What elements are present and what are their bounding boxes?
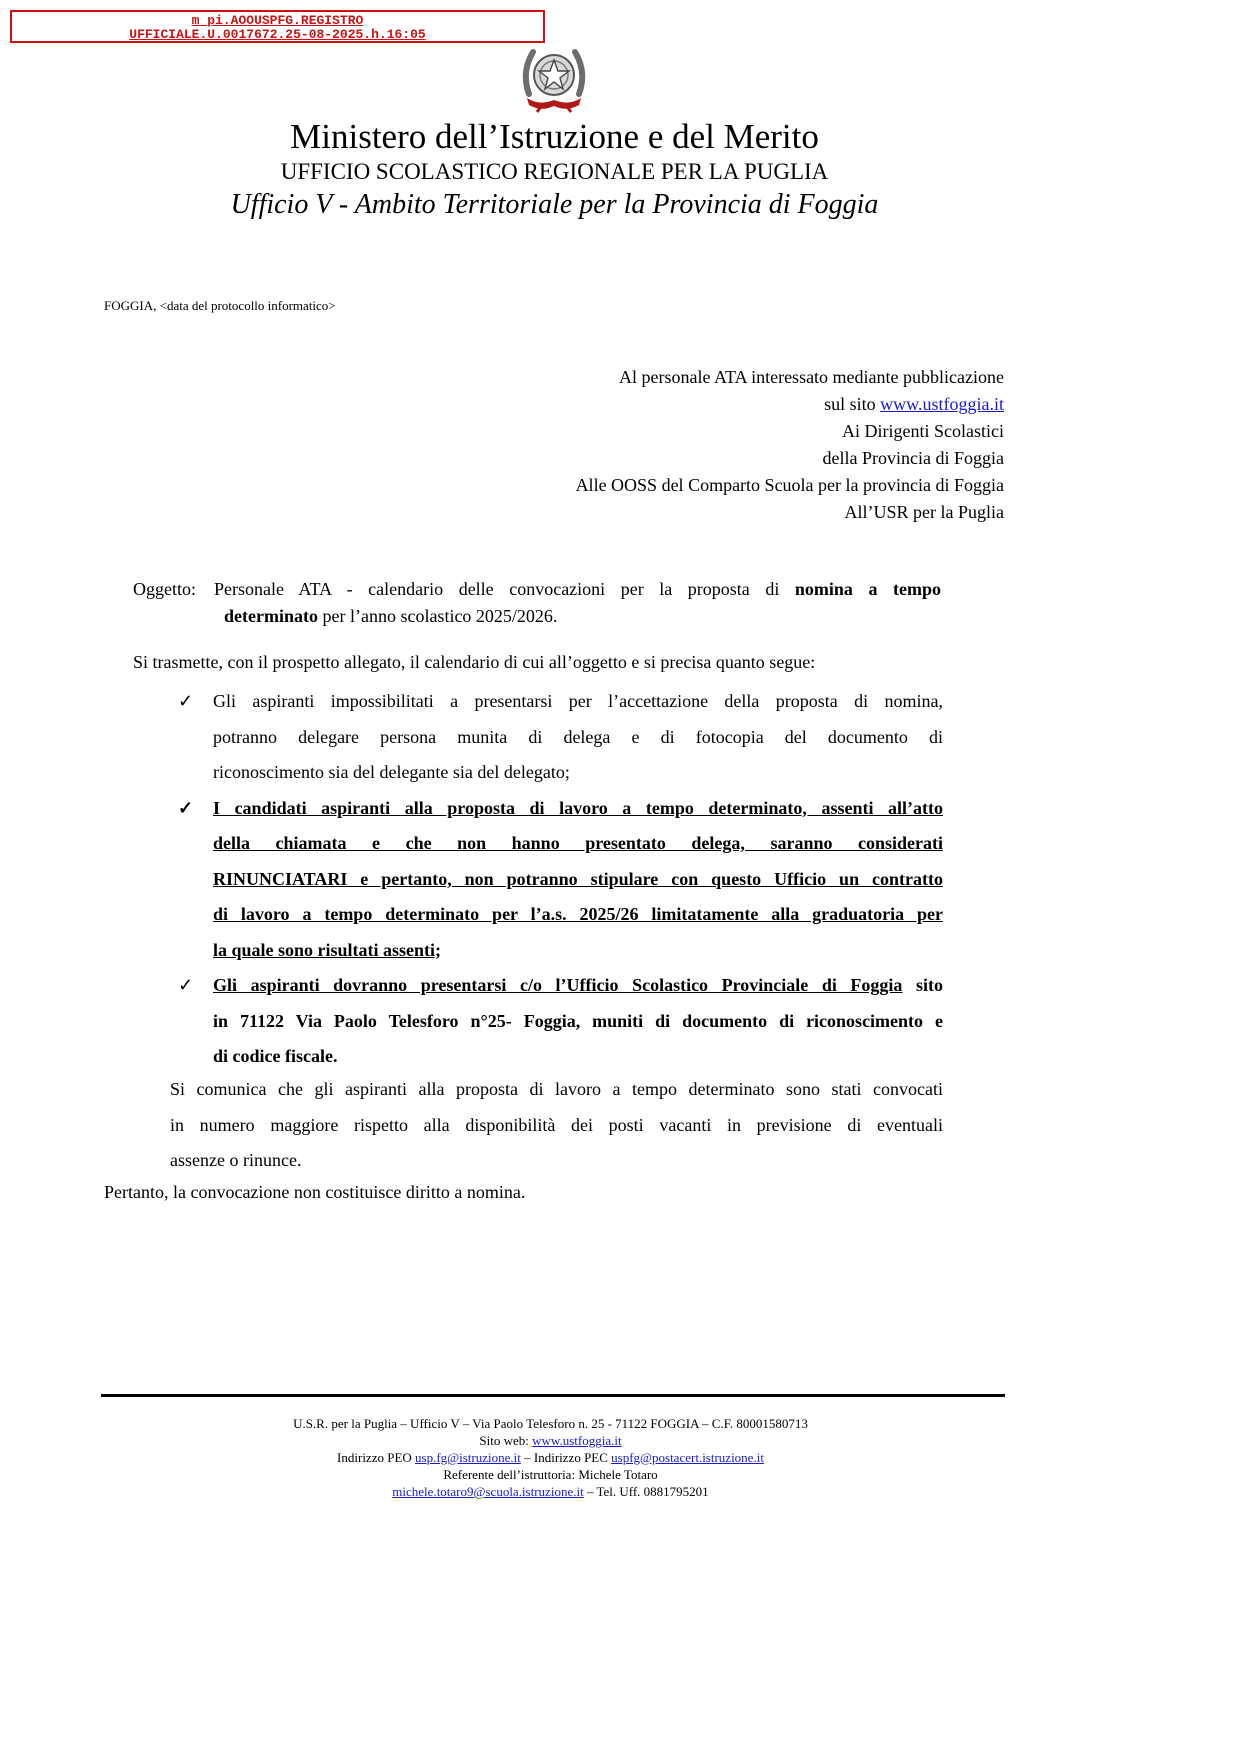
closing-text: Pertanto, la convocazione non costituisce diritto a nomina. (104, 1182, 526, 1202)
bullet-line: di lavoro a tempo determinato per l’a.s. 2025/26 limitatamente alla graduatoria per (213, 904, 943, 924)
ministry-title: Ministero dell’Istruzione e del Merito (290, 117, 819, 156)
bullet-item (178, 791, 943, 969)
addressee-line (576, 391, 1004, 418)
subject-block (133, 576, 941, 630)
bullet-line-rest: e pertanto, non potranno stipulare con questo Ufficio un contratto (347, 868, 943, 889)
ustfoggia-link[interactable]: www.ustfoggia.it (880, 394, 1004, 414)
bullet-line: della chiamata e che non hanno presentato delega, saranno considerati (213, 833, 943, 853)
place-date: FOGGIA, <data del protocollo informatico> (104, 298, 336, 313)
checkmark-icon: ✓ (178, 797, 194, 818)
protocol-line-2: UFFICIALE.U.0017672.25-08-2025.h.16:05 (129, 27, 426, 42)
footer-emails (0, 1449, 1101, 1466)
addressees-block (576, 364, 1004, 526)
addressee-line: All’USR per la Puglia (844, 502, 1004, 522)
peo-label: Indirizzo PEO (337, 1450, 416, 1465)
subject-text: Personale ATA - calendario delle convocazioni per la proposta di (214, 579, 795, 599)
office-title: Ufficio V - Ambito Territoriale per la Provincia di Foggia (230, 189, 879, 220)
subject-line-1 (214, 576, 941, 603)
protocol-line-1: m_pi.AOOUSPFG.REGISTRO (191, 13, 364, 28)
paragraph-line: assenze o rinunce. (170, 1150, 302, 1170)
bullet-line: I candidati aspiranti alla proposta di lavoro a tempo determinato, assenti all’atto (213, 797, 943, 818)
bullet-line: la quale sono risultati assenti; (213, 939, 442, 960)
site-label: Sito web: (479, 1433, 533, 1448)
footer-referente: Referente dell’istruttoria: Michele Totaro (443, 1467, 658, 1482)
regional-office-title: UFFICIO SCOLASTICO REGIONALE PER LA PUGLIA (280, 159, 829, 184)
subject-line-2 (224, 603, 941, 630)
addressee-line: Alle OOSS del Comparto Scuola per la provincia di Foggia (575, 475, 1004, 495)
checkmark-icon: ✓ (178, 691, 194, 711)
addressee-line: Al personale ATA interessato mediante pubblicazione (619, 367, 1004, 387)
bullet-line: potranno delegare persona munita di delega e di fotocopia del documento di (213, 726, 943, 747)
bullet-line-rest: sito (902, 975, 944, 995)
pec-label: – Indirizzo PEC (520, 1450, 612, 1465)
bullet-line: Gli aspiranti impossibilitati a presentarsi per l’accettazione della proposta di nomina, (213, 691, 943, 711)
subject-text: per l’anno scolastico 2025/2026. (317, 606, 558, 626)
bullet-item (178, 968, 943, 1075)
paragraph-line: in numero maggiore rispetto alla disponibilità dei posti vacanti in previsione di eventuali (170, 1114, 943, 1135)
telephone: – Tel. Uff. 0881795201 (583, 1484, 709, 1499)
footer-site (0, 1432, 1101, 1449)
referente-email-link[interactable]: michele.totaro9@scuola.istruzione.it (392, 1484, 584, 1499)
paragraph-line: Si comunica che gli aspiranti alla proposta di lavoro a tempo determinato sono stati convocati (170, 1079, 943, 1099)
footer-site-link[interactable]: www.ustfoggia.it (532, 1433, 622, 1448)
bullet-line: riconoscimento sia del delegante sia del delegato; (213, 762, 570, 782)
addressee-line: Ai Dirigenti Scolastici (842, 421, 1004, 441)
bullet-line (213, 968, 943, 1004)
bullet-item (178, 684, 943, 791)
pec-email-link[interactable]: uspfg@postacert.istruzione.it (611, 1450, 764, 1465)
bullet-line: di codice fiscale. (213, 1046, 338, 1066)
intro-text: Si trasmette, con il prospetto allegato, il calendario di cui all’oggetto e si precisa quanto segue: (133, 652, 816, 672)
protocol-stamp (10, 10, 545, 43)
addressee-prefix: sul sito (824, 394, 881, 414)
republic-emblem-icon (519, 42, 589, 114)
bullet-line: in 71122 Via Paolo Telesforo n°25- Foggia, muniti di documento di riconoscimento e (213, 1010, 943, 1031)
bullet-line-underlined: Gli aspiranti dovranno presentarsi c/o l’Ufficio Scolastico Provinciale di Foggia (213, 975, 903, 995)
checkmark-icon: ✓ (178, 975, 194, 995)
footer-address: U.S.R. per la Puglia – Ufficio V – Via Paolo Telesforo n. 25 - 71122 FOGGIA – C.F. 80001580713 (293, 1416, 808, 1431)
bullet-list (178, 684, 943, 1075)
subject-bold: determinato (224, 606, 318, 626)
subject-label: Oggetto: (133, 579, 196, 599)
footer (0, 1415, 1101, 1500)
footer-divider (101, 1394, 1005, 1397)
subject-bold: nomina a tempo (794, 579, 941, 599)
footer-contact (0, 1483, 1101, 1500)
peo-email-link[interactable]: usp.fg@istruzione.it (415, 1450, 521, 1465)
rinunciatari-text: RINUNCIATARI (213, 868, 348, 889)
notice-paragraph (170, 1072, 943, 1179)
addressee-line: della Provincia di Foggia (822, 448, 1004, 468)
bullet-line (213, 862, 943, 898)
